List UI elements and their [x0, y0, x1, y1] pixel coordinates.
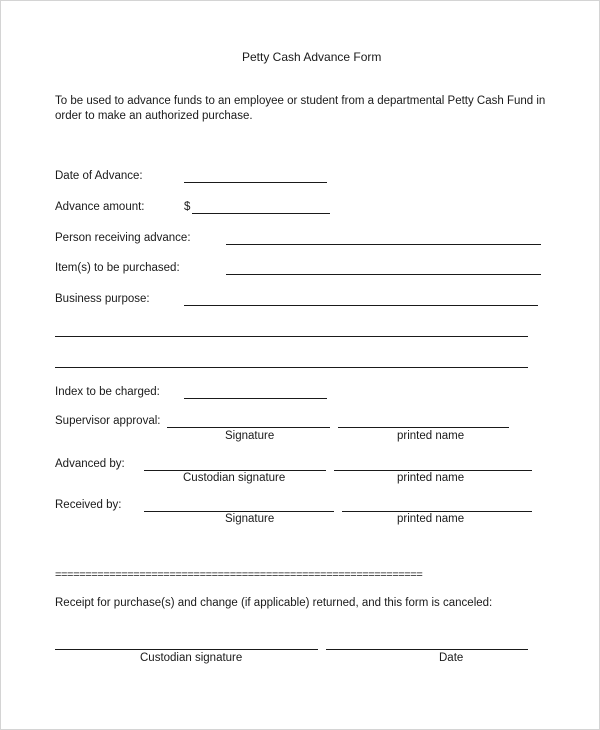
currency-symbol: $ — [184, 201, 191, 213]
date-of-advance-line[interactable] — [184, 182, 327, 183]
business-purpose-line[interactable] — [184, 305, 538, 306]
receipt-custodian-signature-line[interactable] — [55, 649, 318, 650]
received-by-signature-caption: Signature — [225, 513, 275, 525]
items-purchased-label: Item(s) to be purchased: — [55, 262, 180, 274]
supervisor-printed-name-line[interactable] — [338, 427, 509, 428]
supervisor-printed-name-caption: printed name — [397, 430, 465, 442]
business-purpose-label: Business purpose: — [55, 293, 150, 305]
received-by-label: Received by: — [55, 499, 122, 511]
advanced-by-custodian-caption: Custodian signature — [183, 472, 286, 484]
supervisor-signature-line[interactable] — [167, 427, 330, 428]
received-by-signature-line[interactable] — [144, 511, 334, 512]
index-charged-line[interactable] — [184, 398, 327, 399]
advanced-by-signature-line[interactable] — [144, 470, 326, 471]
receipt-custodian-caption: Custodian signature — [140, 652, 243, 664]
section-separator: ============================================================= — [55, 569, 423, 581]
receipt-date-caption: Date — [439, 652, 464, 664]
index-charged-label: Index to be charged: — [55, 386, 160, 398]
supervisor-approval-label: Supervisor approval: — [55, 415, 161, 427]
advance-amount-line[interactable] — [192, 213, 330, 214]
date-of-advance-label: Date of Advance: — [55, 170, 143, 182]
items-purchased-line[interactable] — [226, 274, 541, 275]
supervisor-signature-caption: Signature — [225, 430, 275, 442]
person-receiving-line[interactable] — [226, 244, 541, 245]
advanced-by-label: Advanced by: — [55, 458, 125, 470]
form-intro: To be used to advance funds to an employee or student from a departmental Petty Cash Fund in order to make an authorized purchase. — [55, 95, 546, 122]
advance-amount-label: Advance amount: — [55, 201, 145, 213]
advanced-by-printed-name-caption: printed name — [397, 472, 465, 484]
form-title: Petty Cash Advance Form — [242, 50, 382, 64]
received-by-printed-name-caption: printed name — [397, 513, 465, 525]
business-purpose-line-2[interactable] — [55, 336, 528, 337]
received-by-printed-name-line[interactable] — [342, 511, 532, 512]
advanced-by-printed-name-line[interactable] — [334, 470, 532, 471]
receipt-date-line[interactable] — [326, 649, 528, 650]
receipt-text: Receipt for purchase(s) and change (if applicable) returned, and this form is canceled: — [55, 597, 493, 609]
person-receiving-label: Person receiving advance: — [55, 232, 191, 244]
business-purpose-line-3[interactable] — [55, 367, 528, 368]
